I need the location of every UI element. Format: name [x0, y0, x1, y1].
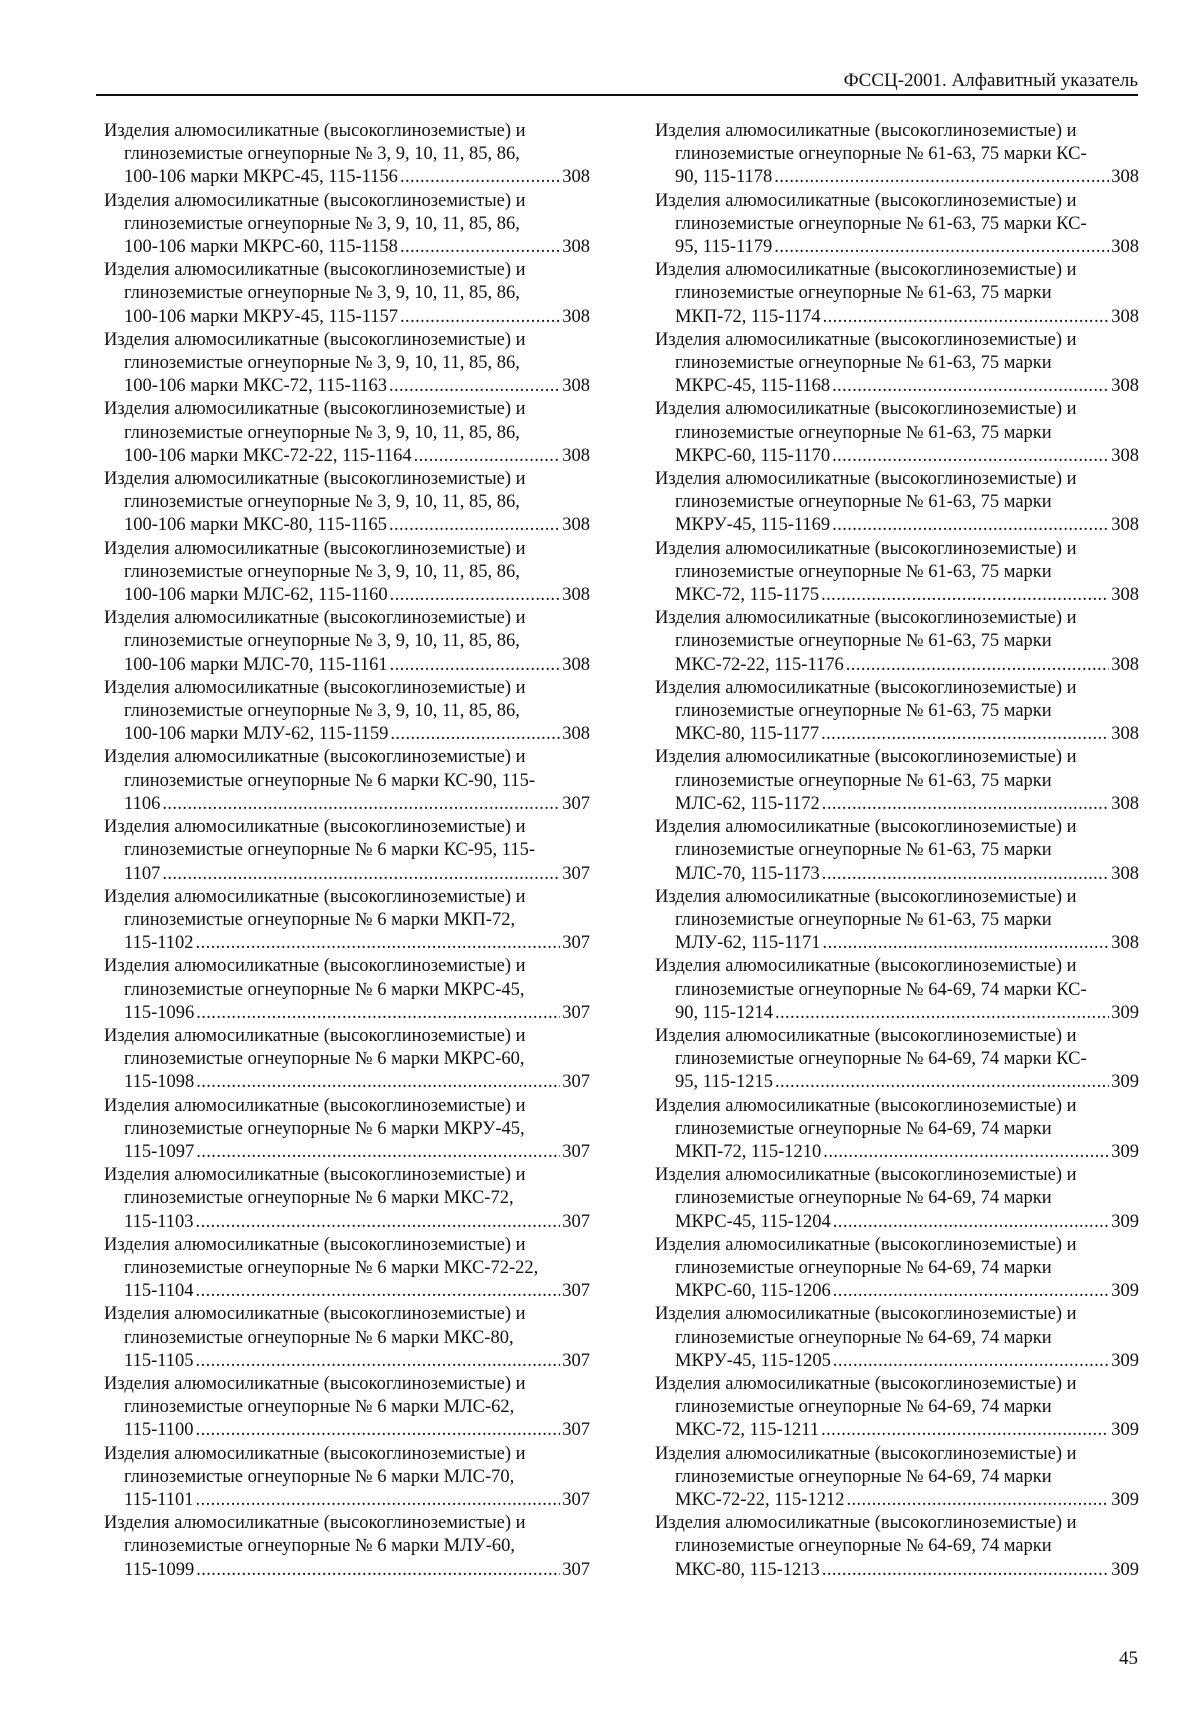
index-entry — [655, 398, 1139, 468]
entry-code-text: МКРС-45, 115-1168 — [675, 376, 831, 397]
index-entry — [104, 816, 590, 886]
index-entry — [104, 607, 590, 677]
entry-last-line — [104, 584, 590, 607]
dot-leader — [833, 1350, 1109, 1373]
entry-continuation-line: глиноземистые огнеупорные № 64-69, 74 марки КС- — [675, 1049, 1087, 1070]
entry-code-text: 115-1100 — [124, 1420, 194, 1441]
dot-leader — [833, 1280, 1109, 1303]
dot-leader — [822, 863, 1109, 886]
dot-leader — [196, 1071, 560, 1094]
dot-leader — [400, 306, 560, 329]
index-entry — [104, 259, 590, 329]
running-header — [96, 68, 1138, 96]
index-entry — [655, 1443, 1139, 1513]
entry-code-text: МКС-72-22, 115-1176 — [675, 654, 844, 675]
entry-title-line: Изделия алюмосиликатные (высокоглиноземистые) и — [104, 1373, 526, 1394]
entry-page-ref: 307 — [562, 863, 590, 884]
entry-continuation-line: глиноземистые огнеупорные № 61-63, 75 марки — [675, 561, 1052, 582]
index-entry — [104, 1095, 590, 1165]
entry-last-line — [104, 1419, 590, 1442]
index-entry — [655, 329, 1139, 399]
entry-last-line — [655, 863, 1139, 886]
entry-last-line — [104, 1559, 590, 1582]
dot-leader — [196, 1002, 560, 1025]
entry-code-text: МЛС-62, 115-1172 — [675, 793, 820, 814]
index-entry — [104, 1512, 590, 1582]
entry-continuation-line: глиноземистые огнеупорные № 3, 9, 10, 11, 85, 86, — [124, 283, 520, 304]
entry-continuation-line: глиноземистые огнеупорные № 61-63, 75 марки — [675, 770, 1052, 791]
entry-continuation-line: глиноземистые огнеупорные № 3, 9, 10, 11, 85, 86, — [124, 701, 520, 722]
entry-title-line: Изделия алюмосиликатные (высокоглиноземистые) и — [104, 190, 526, 211]
entry-last-line — [655, 1280, 1139, 1303]
entry-last-line — [104, 514, 590, 537]
entry-page-ref: 309 — [1111, 1002, 1139, 1023]
index-entry — [655, 1303, 1139, 1373]
entry-last-line — [104, 1211, 590, 1234]
entry-last-line — [104, 236, 590, 259]
entry-page-ref: 307 — [562, 1559, 590, 1580]
entry-continuation-line: глиноземистые огнеупорные № 6 марки КС-90, 115- — [124, 770, 535, 791]
dot-leader — [389, 375, 560, 398]
entry-continuation-line: глиноземистые огнеупорные № 61-63, 75 марки — [675, 909, 1052, 930]
entry-last-line — [655, 584, 1139, 607]
dot-leader — [196, 1280, 561, 1303]
entry-continuation-line: глиноземистые огнеупорные № 3, 9, 10, 11, 85, 86, — [124, 213, 520, 234]
index-entry — [655, 1373, 1139, 1443]
entry-continuation-line: глиноземистые огнеупорные № 6 марки МЛС-70, — [124, 1466, 515, 1487]
entry-continuation-line: глиноземистые огнеупорные № 6 марки КС-95, 115- — [124, 840, 535, 861]
entry-last-line — [655, 306, 1139, 329]
entry-title-line: Изделия алюмосиликатные (высокоглиноземистые) и — [655, 399, 1077, 420]
header-title: ФССЦ-2001. Алфавитный указатель — [843, 70, 1138, 91]
entry-continuation-line: глиноземистые огнеупорные № 61-63, 75 марки КС- — [675, 144, 1087, 165]
entry-last-line — [104, 445, 590, 468]
entry-code-text: 115-1099 — [124, 1559, 195, 1580]
index-entry — [104, 329, 590, 399]
entry-title-line: Изделия алюмосиликатные (высокоглиноземистые) и — [655, 469, 1077, 490]
entry-title-line: Изделия алюмосиликатные (высокоглиноземистые) и — [655, 260, 1077, 281]
entry-last-line — [655, 1211, 1139, 1234]
entry-title-line: Изделия алюмосиликатные (высокоглиноземистые) и — [655, 190, 1077, 211]
entry-last-line — [104, 654, 590, 677]
entry-page-ref: 308 — [562, 237, 590, 258]
entry-page-ref: 308 — [562, 445, 590, 466]
entry-page-ref: 308 — [562, 724, 590, 745]
entry-continuation-line: глиноземистые огнеупорные № 61-63, 75 марки — [675, 422, 1052, 443]
entry-code-text: 1106 — [124, 793, 161, 814]
entry-page-ref: 308 — [1111, 167, 1139, 188]
dot-leader — [196, 1489, 561, 1512]
index-entry — [104, 1373, 590, 1443]
entry-last-line — [655, 1141, 1139, 1164]
entry-code-text: 115-1096 — [124, 1002, 195, 1023]
page-number: 45 — [1119, 1648, 1138, 1669]
index-entry — [655, 1234, 1139, 1304]
index-entry — [655, 816, 1139, 886]
dot-leader — [390, 584, 561, 607]
dot-leader — [162, 793, 560, 816]
entry-page-ref: 308 — [562, 515, 590, 536]
entry-page-ref: 308 — [562, 167, 590, 188]
entry-title-line: Изделия алюмосиликатные (высокоглиноземистые) и — [104, 886, 526, 907]
entry-code-text: 100-106 марки МКРС-45, 115-1156 — [124, 167, 398, 188]
dot-leader — [822, 1559, 1109, 1582]
entry-title-line: Изделия алюмосиликатные (высокоглиноземистые) и — [104, 1165, 526, 1186]
entry-code-text: 95, 115-1179 — [675, 237, 773, 258]
entry-page-ref: 307 — [562, 1072, 590, 1093]
entry-page-ref: 308 — [1111, 863, 1139, 884]
entry-title-line: Изделия алюмосиликатные (высокоглиноземистые) и — [104, 817, 526, 838]
entry-last-line — [655, 1489, 1139, 1512]
entry-code-text: 1107 — [124, 863, 161, 884]
entry-title-line: Изделия алюмосиликатные (высокоглиноземистые) и — [104, 747, 526, 768]
dot-leader — [821, 723, 1109, 746]
entry-title-line: Изделия алюмосиликатные (высокоглиноземистые) и — [104, 677, 526, 698]
entry-last-line — [655, 1350, 1139, 1373]
dot-leader — [823, 932, 1110, 955]
entry-continuation-line: глиноземистые огнеупорные № 64-69, 74 марки КС- — [675, 979, 1087, 1000]
entry-code-text: МКРУ-45, 115-1205 — [675, 1350, 831, 1371]
entry-code-text: 100-106 марки МКРУ-45, 115-1157 — [124, 306, 399, 327]
entry-last-line — [655, 1419, 1139, 1442]
entry-last-line — [104, 1350, 590, 1373]
entry-page-ref: 308 — [1111, 793, 1139, 814]
entry-continuation-line: глиноземистые огнеупорные № 3, 9, 10, 11, 85, 86, — [124, 422, 520, 443]
entry-code-text: 90, 115-1178 — [675, 167, 773, 188]
entry-code-text: 115-1102 — [124, 933, 194, 954]
dot-leader — [196, 932, 561, 955]
entry-code-text: 115-1104 — [124, 1281, 194, 1302]
entry-code-text: МКС-72, 115-1211 — [675, 1420, 820, 1441]
entry-continuation-line: глиноземистые огнеупорные № 64-69, 74 марки — [675, 1257, 1052, 1278]
entry-title-line: Изделия алюмосиликатные (высокоглиноземистые) и — [655, 1234, 1077, 1255]
entry-last-line — [655, 375, 1139, 398]
entry-page-ref: 308 — [1111, 376, 1139, 397]
entry-title-line: Изделия алюмосиликатные (высокоглиноземистые) и — [104, 1304, 526, 1325]
entry-title-line: Изделия алюмосиликатные (высокоглиноземистые) и — [655, 886, 1077, 907]
entry-page-ref: 308 — [1111, 585, 1139, 606]
dot-leader — [390, 654, 561, 677]
entry-title-line: Изделия алюмосиликатные (высокоглиноземистые) и — [655, 1373, 1077, 1394]
entry-continuation-line: глиноземистые огнеупорные № 64-69, 74 марки — [675, 1536, 1052, 1557]
entry-continuation-line: глиноземистые огнеупорные № 61-63, 75 марки КС- — [675, 213, 1087, 234]
entry-page-ref: 308 — [562, 654, 590, 675]
entry-page-ref: 308 — [1111, 306, 1139, 327]
entry-continuation-line: глиноземистые огнеупорные № 64-69, 74 марки — [675, 1466, 1052, 1487]
entry-continuation-line: глиноземистые огнеупорные № 64-69, 74 марки — [675, 1118, 1052, 1139]
dot-leader — [832, 445, 1109, 468]
index-entry — [104, 468, 590, 538]
entry-title-line: Изделия алюмосиликатные (высокоглиноземистые) и — [655, 121, 1077, 141]
entry-page-ref: 307 — [562, 1420, 590, 1441]
dot-leader — [822, 793, 1109, 816]
entry-page-ref: 307 — [562, 933, 590, 954]
entry-last-line — [104, 863, 590, 886]
dot-leader — [846, 654, 1109, 677]
entry-page-ref: 308 — [1111, 654, 1139, 675]
index-entry — [104, 955, 590, 1025]
index-entry — [104, 120, 590, 190]
entry-continuation-line: глиноземистые огнеупорные № 3, 9, 10, 11, 85, 86, — [124, 561, 520, 582]
entry-last-line — [104, 166, 590, 189]
entry-title-line: Изделия алюмосиликатные (высокоглиноземистые) и — [104, 538, 526, 559]
entry-code-text: МКРС-45, 115-1204 — [675, 1211, 831, 1232]
dot-leader — [775, 1002, 1109, 1025]
entry-code-text: 100-106 марки МЛУ-62, 115-1159 — [124, 724, 389, 745]
entry-continuation-line: глиноземистые огнеупорные № 6 марки МКС-80, — [124, 1327, 514, 1348]
entry-code-text: 100-106 марки МКС-72-22, 115-1164 — [124, 445, 412, 466]
entry-code-text: 100-106 марки МКС-80, 115-1165 — [124, 515, 387, 536]
index-entry — [655, 886, 1139, 956]
entry-code-text: 95, 115-1215 — [675, 1072, 773, 1093]
entry-continuation-line: глиноземистые огнеупорные № 6 марки МКС-72, — [124, 1188, 514, 1209]
entry-title-line: Изделия алюмосиликатные (высокоглиноземистые) и — [104, 1234, 526, 1255]
entry-title-line: Изделия алюмосиликатные (высокоглиноземистые) и — [655, 956, 1077, 977]
entry-continuation-line: глиноземистые огнеупорные № 6 марки МКП-72, — [124, 909, 516, 930]
index-entry — [655, 120, 1139, 190]
entry-page-ref: 307 — [562, 1281, 590, 1302]
entry-page-ref: 308 — [1111, 445, 1139, 466]
entry-continuation-line: глиноземистые огнеупорные № 6 марки МЛС-62, — [124, 1397, 515, 1418]
entry-last-line — [655, 166, 1139, 189]
dot-leader — [196, 1211, 561, 1234]
entry-last-line — [104, 723, 590, 746]
entry-continuation-line: глиноземистые огнеупорные № 64-69, 74 марки — [675, 1188, 1052, 1209]
dot-leader — [196, 1419, 561, 1442]
entry-code-text: 115-1105 — [124, 1350, 194, 1371]
entry-code-text: МЛУ-62, 115-1171 — [675, 933, 821, 954]
entry-continuation-line: глиноземистые огнеупорные № 61-63, 75 марки — [675, 631, 1052, 652]
entry-title-line: Изделия алюмосиликатные (высокоглиноземистые) и — [655, 329, 1077, 350]
dot-leader — [833, 1211, 1109, 1234]
index-entry — [655, 1512, 1139, 1582]
index-entry — [104, 398, 590, 468]
entry-title-line: Изделия алюмосиликатные (высокоглиноземистые) и — [104, 956, 526, 977]
entry-title-line: Изделия алюмосиликатные (высокоглиноземистые) и — [104, 608, 526, 629]
entry-last-line — [655, 514, 1139, 537]
entry-title-line: Изделия алюмосиликатные (высокоглиноземистые) и — [104, 1025, 526, 1046]
index-entry — [104, 886, 590, 956]
entry-code-text: МКРС-60, 115-1170 — [675, 445, 831, 466]
entry-page-ref: 307 — [562, 1002, 590, 1023]
entry-page-ref: 309 — [1111, 1489, 1139, 1510]
entry-code-text: МКРУ-45, 115-1169 — [675, 515, 831, 536]
entry-page-ref: 308 — [562, 376, 590, 397]
entry-last-line — [655, 445, 1139, 468]
entry-page-ref: 308 — [1111, 237, 1139, 258]
entry-continuation-line: глиноземистые огнеупорные № 61-63, 75 марки — [675, 492, 1052, 513]
entry-continuation-line: глиноземистые огнеупорные № 64-69, 74 марки — [675, 1397, 1052, 1418]
entry-code-text: МКП-72, 115-1210 — [675, 1141, 822, 1162]
index-entry — [655, 955, 1139, 1025]
entry-code-text: 115-1101 — [124, 1489, 194, 1510]
index-entry — [104, 1443, 590, 1513]
entry-title-line: Изделия алюмосиликатные (высокоглиноземистые) и — [655, 677, 1077, 698]
index-entry — [104, 1303, 590, 1373]
entry-continuation-line: глиноземистые огнеупорные № 61-63, 75 марки — [675, 353, 1052, 374]
entry-code-text: 100-106 марки МКС-72, 115-1163 — [124, 376, 387, 397]
entry-last-line — [104, 932, 590, 955]
index-entry — [104, 538, 590, 608]
entry-page-ref: 309 — [1111, 1141, 1139, 1162]
entry-page-ref: 307 — [562, 1141, 590, 1162]
entry-last-line — [655, 1071, 1139, 1094]
entry-title-line: Изделия алюмосиликатные (высокоглиноземистые) и — [104, 1513, 526, 1534]
entry-code-text: МКП-72, 115-1174 — [675, 306, 821, 327]
entry-last-line — [655, 723, 1139, 746]
dot-leader — [832, 375, 1109, 398]
index-entry — [104, 677, 590, 747]
entry-code-text: МКРС-60, 115-1206 — [675, 1281, 831, 1302]
entry-continuation-line: глиноземистые огнеупорные № 61-63, 75 марки — [675, 840, 1052, 861]
entry-title-line: Изделия алюмосиликатные (высокоглиноземистые) и — [655, 817, 1077, 838]
index-entry — [655, 677, 1139, 747]
entry-code-text: 100-106 марки МКРС-60, 115-1158 — [124, 237, 398, 258]
entry-page-ref: 308 — [1111, 515, 1139, 536]
entry-last-line — [104, 1071, 590, 1094]
entry-title-line: Изделия алюмосиликатные (высокоглиноземистые) и — [655, 538, 1077, 559]
index-entry — [104, 1234, 590, 1304]
entry-last-line — [104, 375, 590, 398]
entry-continuation-line: глиноземистые огнеупорные № 6 марки МКРС-60, — [124, 1049, 525, 1070]
entry-title-line: Изделия алюмосиликатные (высокоглиноземистые) и — [655, 747, 1077, 768]
entry-title-line: Изделия алюмосиликатные (высокоглиноземистые) и — [104, 121, 526, 141]
entry-title-line: Изделия алюмосиликатные (высокоглиноземистые) и — [104, 329, 526, 350]
dot-leader — [832, 514, 1109, 537]
entry-page-ref: 307 — [562, 1350, 590, 1371]
entry-title-line: Изделия алюмосиликатные (высокоглиноземистые) и — [104, 1095, 526, 1116]
entry-continuation-line: глиноземистые огнеупорные № 64-69, 74 марки — [675, 1327, 1052, 1348]
index-entry — [655, 190, 1139, 260]
index-entry — [655, 259, 1139, 329]
entry-continuation-line: глиноземистые огнеупорные № 6 марки МКРС-45, — [124, 979, 525, 1000]
entry-page-ref: 309 — [1111, 1559, 1139, 1580]
entry-page-ref: 308 — [562, 306, 590, 327]
entry-last-line — [104, 306, 590, 329]
entry-last-line — [104, 1280, 590, 1303]
entry-code-text: 100-106 марки МЛС-62, 115-1160 — [124, 585, 388, 606]
entry-last-line — [104, 1489, 590, 1512]
entry-continuation-line: глиноземистые огнеупорные № 6 марки МЛУ-60, — [124, 1536, 516, 1557]
entry-title-line: Изделия алюмосиликатные (высокоглиноземистые) и — [104, 399, 526, 420]
entry-title-line: Изделия алюмосиликатные (высокоглиноземистые) и — [655, 1025, 1077, 1046]
entry-page-ref: 307 — [562, 793, 590, 814]
dot-leader — [389, 514, 560, 537]
index-entry — [655, 746, 1139, 816]
entry-title-line: Изделия алюмосиликатные (высокоглиноземистые) и — [655, 1165, 1077, 1186]
entry-code-text: МЛС-70, 115-1173 — [675, 863, 820, 884]
index-entry — [655, 1025, 1139, 1095]
dot-leader — [400, 166, 560, 189]
entry-code-text: 115-1097 — [124, 1141, 195, 1162]
index-entry — [104, 1025, 590, 1095]
entry-last-line — [104, 793, 590, 816]
entry-title-line: Изделия алюмосиликатные (высокоглиноземистые) и — [655, 1095, 1077, 1116]
dot-leader — [823, 306, 1110, 329]
entry-code-text: МКС-72, 115-1175 — [675, 585, 820, 606]
entry-code-text: 115-1098 — [124, 1072, 195, 1093]
index-entry — [104, 190, 590, 260]
entry-last-line — [655, 1002, 1139, 1025]
dot-leader — [775, 1071, 1109, 1094]
entry-page-ref: 308 — [1111, 724, 1139, 745]
entry-continuation-line: глиноземистые огнеупорные № 3, 9, 10, 11, 85, 86, — [124, 631, 520, 652]
entry-code-text: 90, 115-1214 — [675, 1002, 773, 1023]
entry-page-ref: 309 — [1111, 1072, 1139, 1093]
entry-title-line: Изделия алюмосиликатные (высокоглиноземистые) и — [655, 1304, 1077, 1325]
entry-title-line: Изделия алюмосиликатные (высокоглиноземистые) и — [655, 608, 1077, 629]
entry-page-ref: 307 — [562, 1211, 590, 1232]
entry-page-ref: 309 — [1111, 1211, 1139, 1232]
index-entry — [655, 607, 1139, 677]
dot-leader — [400, 236, 560, 259]
entry-continuation-line: глиноземистые огнеупорные № 61-63, 75 марки — [675, 701, 1052, 722]
index-entry — [104, 746, 590, 816]
entry-continuation-line: глиноземистые огнеупорные № 61-63, 75 марки — [675, 283, 1052, 304]
entry-continuation-line: глиноземистые огнеупорные № 3, 9, 10, 11, 85, 86, — [124, 144, 520, 165]
entry-page-ref: 309 — [1111, 1281, 1139, 1302]
entry-title-line: Изделия алюмосиликатные (высокоглиноземистые) и — [655, 1443, 1077, 1464]
dot-leader — [774, 236, 1109, 259]
entry-page-ref: 308 — [562, 585, 590, 606]
entry-last-line — [655, 236, 1139, 259]
dot-leader — [390, 723, 560, 746]
index-entry — [655, 1164, 1139, 1234]
entry-last-line — [655, 1559, 1139, 1582]
index-column-right — [655, 120, 1139, 1582]
dot-leader — [162, 863, 560, 886]
entry-last-line — [655, 793, 1139, 816]
entry-page-ref: 309 — [1111, 1420, 1139, 1441]
dot-leader — [821, 1419, 1109, 1442]
entry-last-line — [104, 1002, 590, 1025]
entry-continuation-line: глиноземистые огнеупорные № 6 марки МКРУ-45, — [124, 1118, 525, 1139]
entry-code-text: 115-1103 — [124, 1211, 194, 1232]
index-entry — [655, 538, 1139, 608]
entry-continuation-line: глиноземистые огнеупорные № 3, 9, 10, 11, 85, 86, — [124, 492, 520, 513]
entry-last-line — [104, 1141, 590, 1164]
entry-last-line — [655, 932, 1139, 955]
entry-last-line — [655, 654, 1139, 677]
entry-page-ref: 309 — [1111, 1350, 1139, 1371]
dot-leader — [414, 445, 561, 468]
entry-title-line: Изделия алюмосиликатные (высокоглиноземистые) и — [104, 1443, 526, 1464]
index-entry — [655, 468, 1139, 538]
entry-code-text: МКС-72-22, 115-1212 — [675, 1489, 845, 1510]
entry-code-text: 100-106 марки МЛС-70, 115-1161 — [124, 654, 388, 675]
entry-title-line: Изделия алюмосиликатные (высокоглиноземистые) и — [104, 260, 526, 281]
dot-leader — [823, 1141, 1109, 1164]
entry-continuation-line: глиноземистые огнеупорные № 6 марки МКС-72-22, — [124, 1257, 539, 1278]
entry-title-line: Изделия алюмосиликатные (высокоглиноземистые) и — [104, 469, 526, 490]
dot-leader — [846, 1489, 1109, 1512]
entry-title-line: Изделия алюмосиликатные (высокоглиноземистые) и — [655, 1513, 1077, 1534]
entry-continuation-line: глиноземистые огнеупорные № 3, 9, 10, 11, 85, 86, — [124, 353, 520, 374]
index-entry — [655, 1095, 1139, 1165]
dot-leader — [196, 1350, 561, 1373]
index-entry — [104, 1164, 590, 1234]
entry-code-text: МКС-80, 115-1177 — [675, 724, 820, 745]
dot-leader — [196, 1559, 560, 1582]
entry-page-ref: 308 — [1111, 933, 1139, 954]
entry-code-text: МКС-80, 115-1213 — [675, 1559, 820, 1580]
entry-page-ref: 307 — [562, 1489, 590, 1510]
dot-leader — [821, 584, 1109, 607]
index-column-left — [104, 120, 590, 1582]
dot-leader — [774, 166, 1109, 189]
dot-leader — [196, 1141, 560, 1164]
